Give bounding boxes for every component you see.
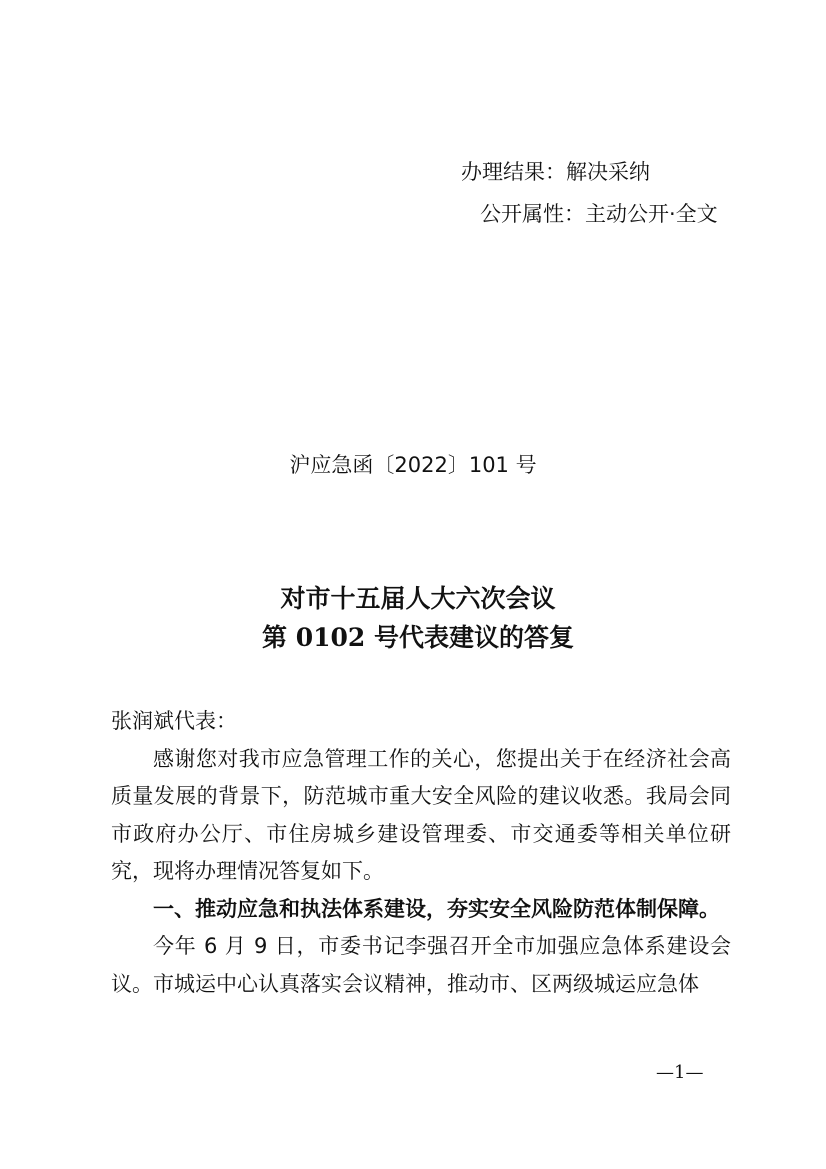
page-number: —1— xyxy=(656,1062,704,1083)
disclosure-attribute: 公开属性：主动公开·全文 xyxy=(480,202,718,226)
section-heading: 一、推动应急和执法体系建设，夯实安全风险防范体制保障。 xyxy=(153,896,720,921)
body-paragraph: 感谢您对我市应急管理工作的关心，您提出关于在经济社会高质量发展的背景下，防范城市重大安全风险的建议收悉。我局会同市政府办公厅、市住房城乡建设管理委、市交通委等相关单位研究，现将办理情况答复如下。 xyxy=(111,746,731,883)
document-body xyxy=(111,703,731,1003)
document-title-line-2: 第 0102 号代表建议的答复 xyxy=(262,623,574,652)
body-paragraph: 今年 6 月 9 日，市委书记李强召开全市加强应急体系建设会议。市城运中心认真落实会议精神，推动市、区两级城运应急体 xyxy=(111,934,731,996)
handling-result: 办理结果：解决采纳 xyxy=(461,160,650,184)
document-title-line-1: 对市十五届人大六次会议 xyxy=(280,584,556,613)
document-number: 沪应急函〔2022〕101 号 xyxy=(289,453,537,477)
salutation: 张润斌代表： xyxy=(111,709,237,733)
